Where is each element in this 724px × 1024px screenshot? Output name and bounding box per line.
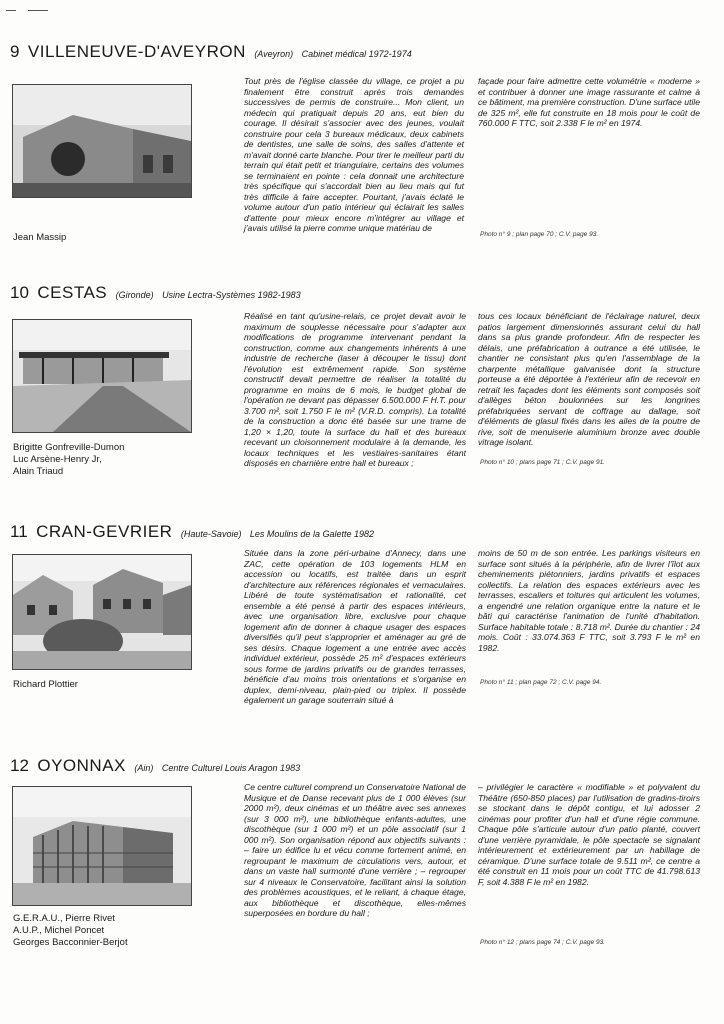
top-rule-mark xyxy=(28,10,48,11)
entry-number: 12 xyxy=(10,756,29,775)
entry-9 xyxy=(0,42,724,262)
entry-city: VILLENEUVE-D'AVEYRON xyxy=(27,42,246,61)
architect-name: Luc Arsène-Henry Jr, xyxy=(13,454,102,465)
entry-subtitle: Les Moulins de la Galette 1982 xyxy=(249,529,374,539)
entry-department: (Gironde) xyxy=(115,290,154,300)
entry-11 xyxy=(0,522,724,742)
entry-number: 9 xyxy=(10,42,20,61)
architect-name: Richard Plottier xyxy=(13,679,78,690)
building-photo xyxy=(12,786,192,906)
building-photo xyxy=(12,319,192,433)
building-photo xyxy=(12,554,192,670)
building-photo xyxy=(12,84,192,198)
entry-subtitle: Cabinet médical 1972-1974 xyxy=(301,49,412,59)
architect-name: G.E.R.A.U., Pierre Rivet xyxy=(13,913,115,924)
entry-department: (Aveyron) xyxy=(254,49,294,59)
text-column-1: Tout près de l'église classée du village, ce projet a pu finalement être construit après trois demandes successives de permis de construire... Mon client, un médecin qui pratiquait depuis 20 ans, eut bien du courage. Il désirait s'associer avec des jeunes, voulait construire pour cela 3 bureaux médicaux, deux cabinets de dentistes, une salle de soins, des salles d'attente et m'avait donné carte blanche. Pour tirer le meilleur parti du terrain qui était petit et triangulaire, certains des volumes se terminaient en pointe : cela donnait une architecture très spécifique qui s'accordait bien au lieu mais qui fut très difficile à faire accepter. Pourtant, j'avais éclaté le volume autour d'un patio intérieur qui éclairait les salles d'attente pour mieux encore m'intégrer au village et j'avais utilisé la pierre comme unique matériau de xyxy=(244,76,464,233)
architect-name: A.U.P., Michel Poncet xyxy=(13,925,105,936)
entry-heading xyxy=(10,522,374,542)
entry-department: (Ain) xyxy=(134,763,154,773)
text-column-1: Ce centre culturel comprend un Conservatoire National de Musique et de Danse recevant plus de 1 000 élèves (sur 2000 m²), deux cinémas et un théâtre avec ses annexes (sur 3 000 m²), une bibliothèque enfants-adultes, une discothèque (sur 1 000 m²) et un pôle associatif (sur 1 000 m²). Son organisation répond aux objectifs suivants : – faire un édifice lu et vécu comme fortement animé, en regroupant le maximum de circulations vers, autour, et dans un vaste hall surmonté d'une verrière ; – regrouper sur 4 niveaux le Conservatoire, facilitant ainsi la solution des problèmes acoustiques, et le reliant, à chaque étage, aux bibliothèque et discothèque, elles-mêmes superposées en bordure du hall ; xyxy=(244,782,466,918)
text-column-1: Réalisé en tant qu'usine-relais, ce projet devait avoir le maximum de souplesse nécessaire pour s'adapter aux modifications de programme intervenant pendant la construction, comme aux changements inhérents à une industrie de recherche (laser à découper le tissu) dont l'évolution est extrêmement rapide. Son système constructif devait permettre de réaliser la totalité du programme en moins de 6 mois, le budget global de l'opération ne devant pas dépasser 6.500.000 F H.T. pour 3.700 m², soit 1.750 F le m² (V.R.D. compris). La totalité de la construction a donc été basée sur une trame de 1,20 × 1,20, toute la surface du hall et des bureaux recevant un cloisonnement modulaire à la demande, les locaux techniques et les vestiaires-sanitaires étant disposés en charnière entre hall et bureaux ; xyxy=(244,311,466,468)
text-column-2: tous ces locaux bénéficiant de l'éclairage naturel, deux patios largement dimensionnés assurant celui du hall dans sa plus grande profondeur. Afin de respecter les délais, une préfabrication à outrance a été utilisée, le chantier ne consistant plus qu'en l'assemblage de la charpente métallique galvanisée dont la structure porteuse a été déportée à l'extérieur afin de recevoir en retrait les façades dont les éléments sont composés soit d'allèges béton boulonnées sur les longrines préfabriquées servant de coffrage au dallage, soit d'éléments de glasul fixés dans les ailes de la poutre de rive, soit de menuiserie aluminium bronze avec double vitrage isolant. xyxy=(478,311,700,447)
architect-names xyxy=(13,442,124,478)
entry-heading xyxy=(10,42,412,62)
architect-name: Brigitte Gonfreville-Dumon xyxy=(13,442,125,453)
entry-subtitle: Usine Lectra-Systèmes 1982-1983 xyxy=(162,290,301,300)
text-column-2: façade pour faire admettre cette volumétrie « moderne » et contribuer à donner une image rassurante et calme à ce bâtiment, ma première construction. D'une surface utile de 325 m², elle fut construite en 18 mois pour le coût de 760.000 F TTC, soit 2.338 F le m² en 1974. xyxy=(478,76,700,128)
entry-subtitle: Centre Culturel Louis Aragon 1983 xyxy=(161,763,301,773)
architect-name: Alain Triaud xyxy=(13,466,64,477)
text-column-2: – privilégier le caractère « modifiable » et polyvalent du Théâtre (650-850 places) par l'utilisation de gradins-tiroirs se stockant dans le dépôt contigu, et lui adosser 2 cinémas pour profiter d'un hall et d'une régie commune. Chaque pôle s'articule autour d'un patio planté, couvert d'une verrière pyramidale, le pôle spectacle se signalant intérieurement et extérieurement par un habillage de céramique. D'une surface totale de 9.511 m², ce centre a été construit en 11 mois pour un coût TTC de 41.798.613 F, soit 4.388 F le m² en 1982. xyxy=(478,782,700,887)
photo-reference: Photo n° 11 ; plan page 72 ; C.V. page 94. xyxy=(480,679,602,686)
entry-10 xyxy=(0,283,724,503)
photo-reference: Photo n° 9 ; plan page 70 ; C.V. page 93. xyxy=(480,231,599,238)
entry-heading xyxy=(10,756,300,776)
entry-heading xyxy=(10,283,301,303)
entry-12 xyxy=(0,756,724,1006)
architect-names xyxy=(13,232,66,244)
architect-names xyxy=(13,913,128,949)
entry-department: (Haute-Savoie) xyxy=(180,529,242,539)
entry-number: 11 xyxy=(10,522,28,541)
top-rule-mark xyxy=(6,10,16,11)
entry-city: CESTAS xyxy=(37,283,108,302)
text-column-1: Située dans la zone péri-urbaine d'Annecy, dans une ZAC, cette opération de 103 logements HLM en accession ou locatifs, est traitée dans un esprit d'architecture aux références régionales et vernaculaires. Libéré de toute systématisation et rationalité, cet ensemble a été pensé à partir des espaces intérieurs, avec une organisation libre, exclusive pour chaque logement afin de donner à chaque usager des espaces diversifiés qu'il peut s'approprier et aménager au gré de ses désirs. Chaque logement a une entrée avec accès individuel extérieur, possède 25 m² d'espaces extérieurs sous forme de jardins privatifs ou de grandes terrasses, bénéficie d'au moins trois orientations et s'organise en duplex, demi-niveau, plain-pied ou triplex. Il possède également un garage souterrain situé à xyxy=(244,548,466,705)
entry-city: OYONNAX xyxy=(37,756,126,775)
text-column-2: moins de 50 m de son entrée. Les parkings visiteurs en surface sont situés à la périphérie, afin de livrer l'îlot aux cheminements piétonniers, jardins privatifs et espaces collectifs. La relation des espaces extérieurs avec les terrasses, escaliers et toitures qui articulent les volumes, a engendré une relation organique entre la nature et le bâti qui caractérise l'animation de l'unité d'habitation. Surface habitable totale : 8.718 m². Durée du chantier : 24 mois. Coût : 33.074.363 F TTC, soit 3.793 F le m² en 1982. xyxy=(478,548,700,653)
photo-reference: Photo n° 10 ; plans page 71 ; C.V. page 91. xyxy=(480,459,605,466)
architect-name: Georges Bacconnier-Berjot xyxy=(13,937,128,948)
entry-number: 10 xyxy=(10,283,29,302)
entry-city: CRAN-GEVRIER xyxy=(36,522,173,541)
architect-names xyxy=(13,679,78,691)
photo-reference: Photo n° 12 ; plans page 74 ; C.V. page 93. xyxy=(480,939,605,946)
architect-name: Jean Massip xyxy=(13,232,67,243)
